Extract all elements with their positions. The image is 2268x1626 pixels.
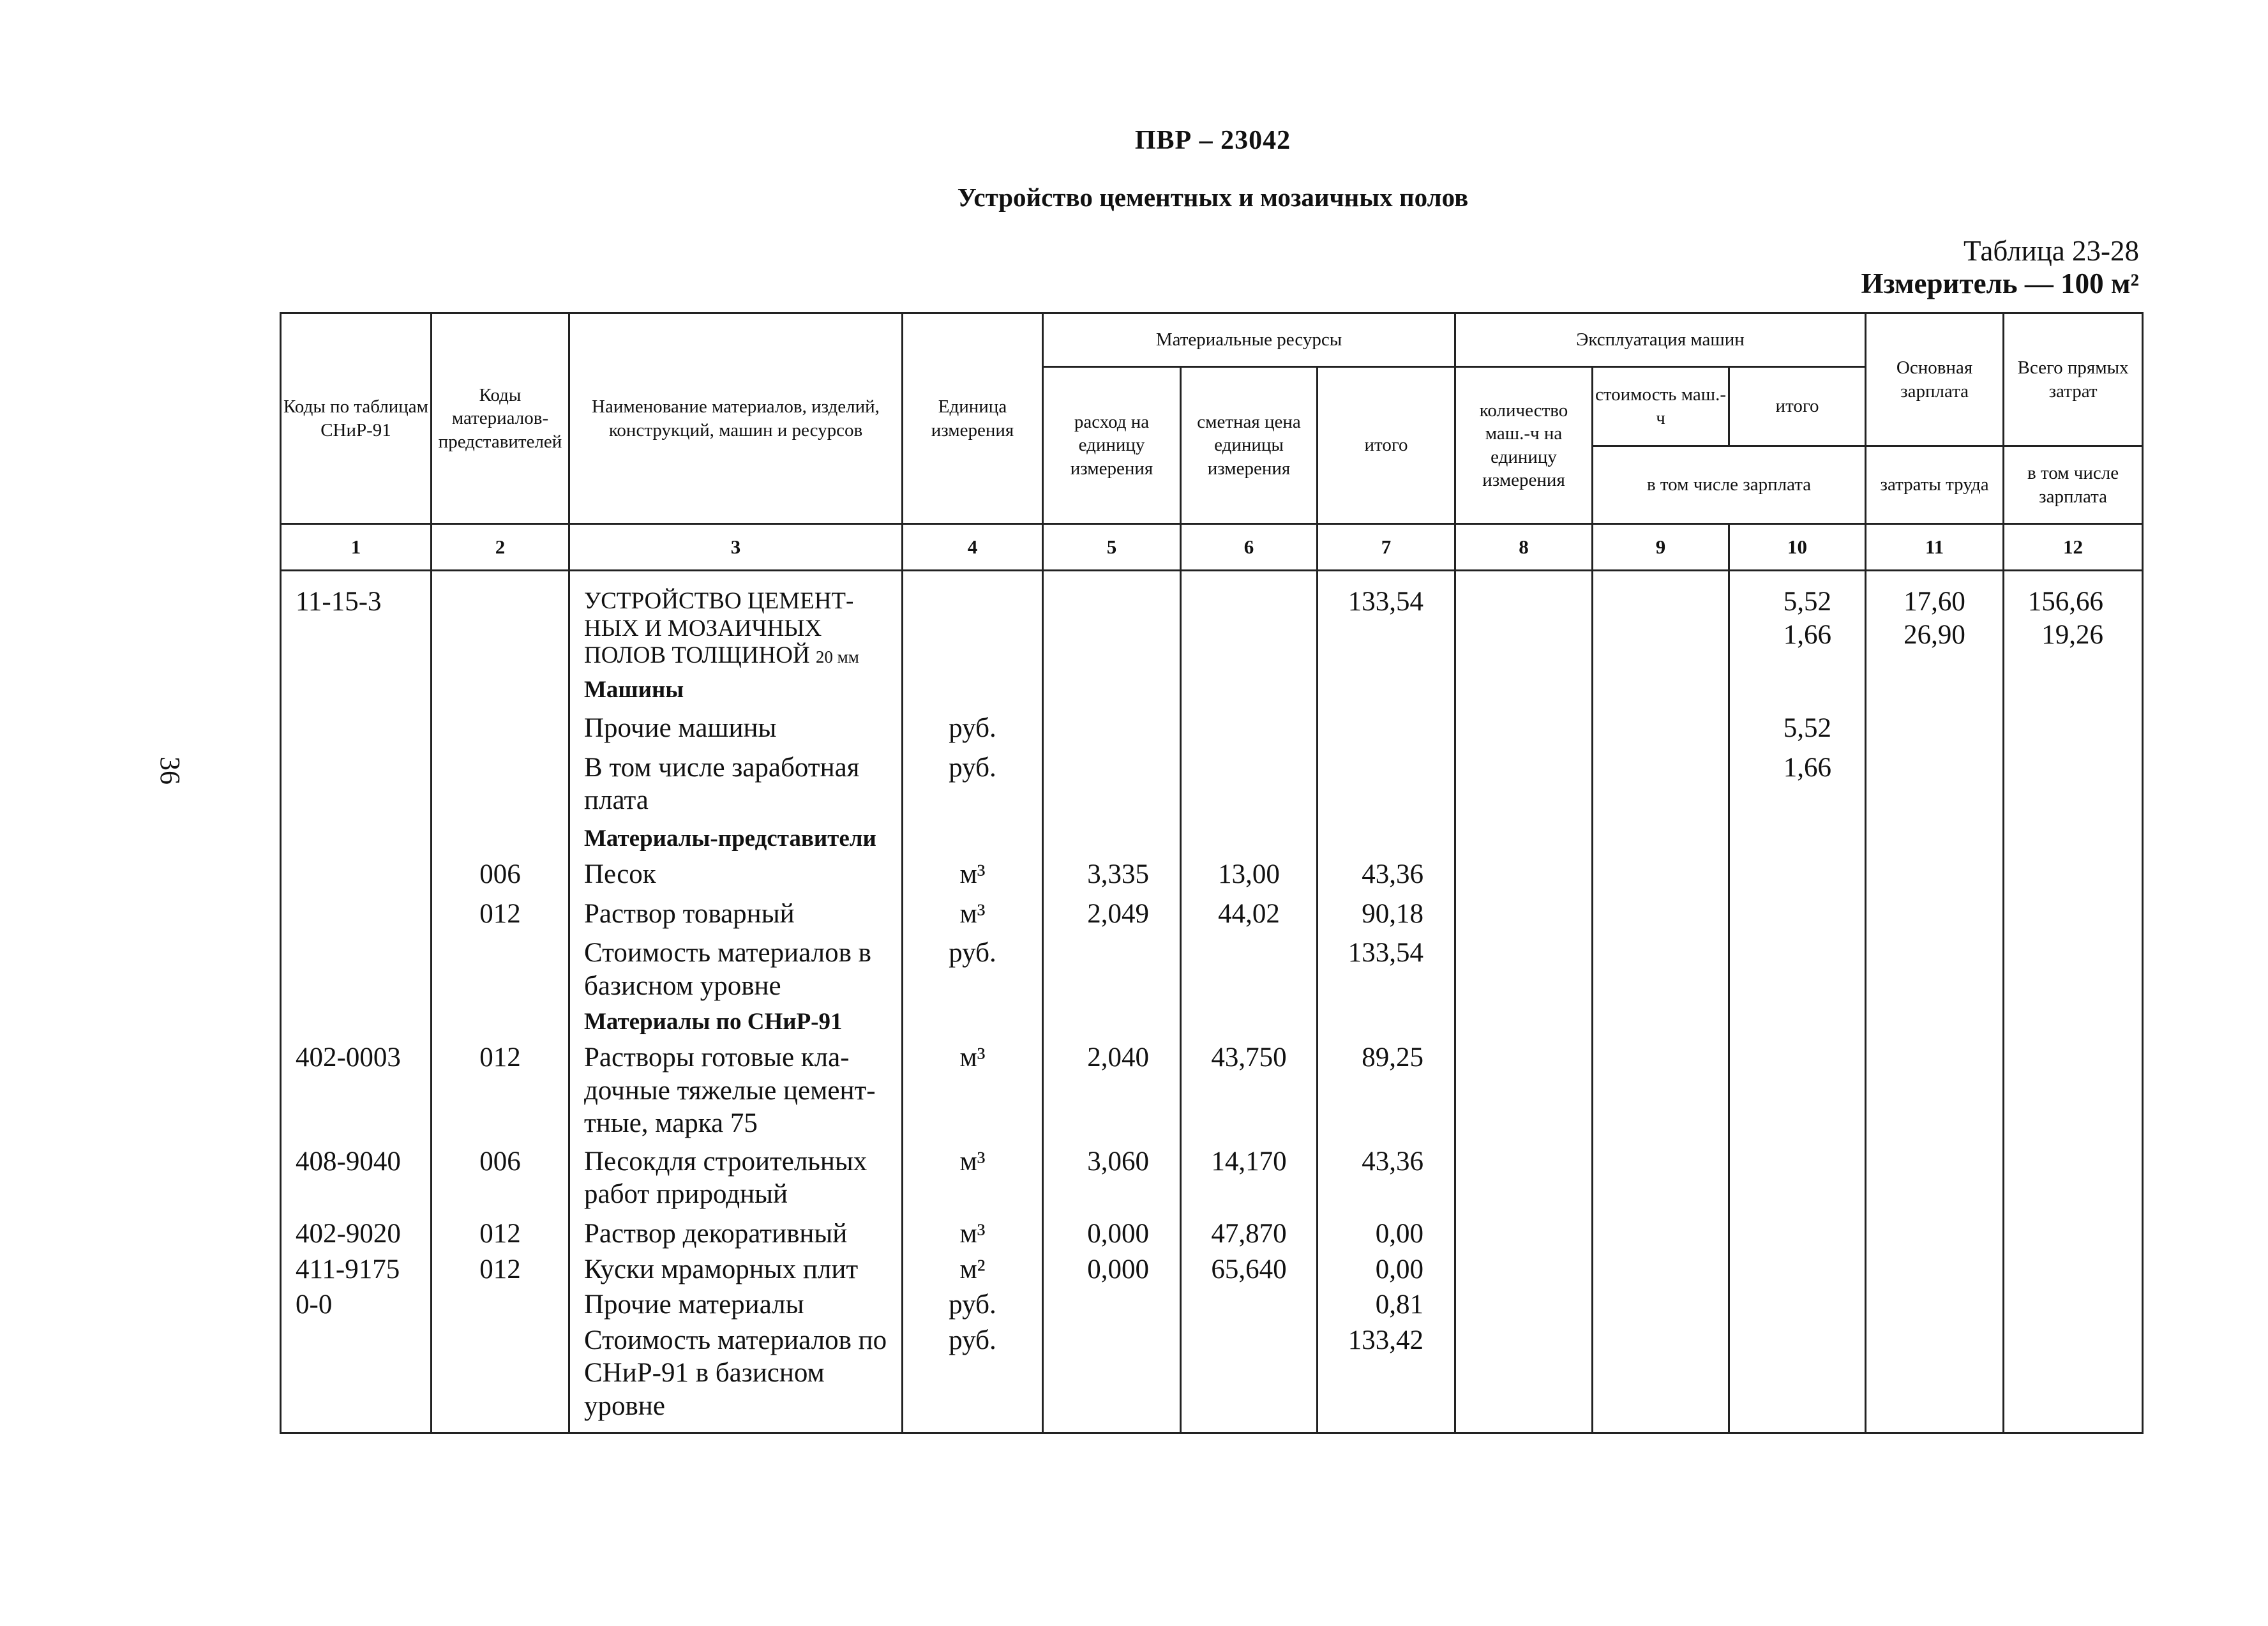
cell-unit: м²	[903, 1251, 1043, 1286]
cell-name: Песокдля строительных работ природный	[569, 1140, 903, 1211]
col-number: 10	[1729, 524, 1866, 571]
table-row	[281, 1036, 2143, 1140]
col-number: 4	[903, 524, 1043, 571]
col-number: 3	[569, 524, 903, 571]
col-head-8: количество маш.-ч на единицу измерения	[1455, 367, 1593, 524]
cell-name: Раствор декоративный	[569, 1211, 903, 1251]
table-row	[281, 571, 2143, 670]
table-row	[281, 1321, 2143, 1433]
cell-c6: 44,02	[1181, 891, 1318, 931]
cell-name: Стоимость материалов по СНиР-91 в базисном уровне	[569, 1321, 903, 1433]
cell-code: 402-0003	[281, 1036, 432, 1140]
cell-name: Прочие материалы	[569, 1286, 903, 1321]
cell-c5: 2,049	[1043, 891, 1181, 931]
cell-code: 0-0	[281, 1286, 432, 1321]
cell-name: Раствор товарный	[569, 891, 903, 931]
cell-name: Прочие машины	[569, 704, 903, 745]
section-representatives: Материалы-представители	[569, 817, 903, 853]
col-number: 9	[1593, 524, 1729, 571]
section-row	[281, 1003, 2143, 1036]
cell-unit: руб.	[903, 1286, 1043, 1321]
cell-unit: руб.	[903, 1321, 1043, 1433]
col-head-9-10-sub: в том числе зарплата	[1593, 446, 1866, 524]
cell-unit: м³	[903, 1036, 1043, 1140]
cell-c5: 2,040	[1043, 1036, 1181, 1140]
cell-c7: 0,00	[1318, 1211, 1455, 1251]
col-number: 1	[281, 524, 432, 571]
cell-code2: 006	[432, 853, 569, 891]
cell-c7: 133,54	[1318, 571, 1455, 670]
cell-code: 411-9175	[281, 1251, 432, 1286]
col-head-9: стоимость маш.-ч	[1593, 367, 1729, 446]
section-row	[281, 670, 2143, 704]
document-subtitle: Устройство цементных и мозаичных полов	[957, 183, 1469, 212]
page-number: 36	[154, 757, 186, 785]
cell-unit: руб.	[903, 930, 1043, 1002]
cell-c10: 1,66	[1729, 745, 1866, 817]
cell-name: УСТРОЙСТВО ЦЕМЕНТ-НЫХ И МОЗАИЧНЫХ ПОЛОВ ТОЛЩИНОЙ 20 мм	[569, 571, 903, 670]
cell-c5: 3,060	[1043, 1140, 1181, 1211]
col-head-12-sub: в том числе зарплата	[2004, 446, 2143, 524]
cell-c7: 0,81	[1318, 1286, 1455, 1321]
document-title: ПВР – 23042	[1134, 126, 1291, 155]
col-number: 2	[432, 524, 569, 571]
cell-c12: 156,66 19,26	[2004, 571, 2143, 670]
cell-c6: 65,640	[1181, 1251, 1318, 1286]
col-head-2: Коды материалов-представителей	[432, 313, 569, 524]
cell-unit: руб.	[903, 745, 1043, 817]
cell-code: 402-9020	[281, 1211, 432, 1251]
col-number: 6	[1181, 524, 1318, 571]
cell-c6: 47,870	[1181, 1211, 1318, 1251]
cell-c6: 14,170	[1181, 1140, 1318, 1211]
table-row	[281, 930, 2143, 1002]
cell-code2: 012	[432, 1036, 569, 1140]
col-head-11: Основная зарплата	[1866, 313, 2004, 446]
col-head-5: расход на единицу измерения	[1043, 367, 1181, 524]
cell-code: 408-9040	[281, 1140, 432, 1211]
table-row	[281, 704, 2143, 745]
cell-unit: м³	[903, 1140, 1043, 1211]
cell-code2: 012	[432, 891, 569, 931]
cell-c7: 133,42	[1318, 1321, 1455, 1433]
table-label: Таблица 23-28	[1964, 235, 2139, 267]
cell-unit: м³	[903, 891, 1043, 931]
col-head-12: Всего прямых затрат	[2004, 313, 2143, 446]
cell-c10: 5,52	[1729, 704, 1866, 745]
col-head-7: итого	[1318, 367, 1455, 524]
cell-c6: 43,750	[1181, 1036, 1318, 1140]
cell-c5: 0,000	[1043, 1251, 1181, 1286]
section-row	[281, 817, 2143, 853]
cell-c7: 43,36	[1318, 1140, 1455, 1211]
col-head-10: итого	[1729, 367, 1866, 446]
cell-c7: 43,36	[1318, 853, 1455, 891]
table-row	[281, 1140, 2143, 1211]
table-measure: Измеритель — 100 м²	[1861, 267, 2139, 299]
cell-name: Песок	[569, 853, 903, 891]
col-head-4: Единица измерения	[903, 313, 1043, 524]
cell-unit: м³	[903, 1211, 1043, 1251]
col-head-1: Коды по таблицам СНиР-91	[281, 313, 432, 524]
resource-table	[280, 312, 2144, 1434]
cell-code: 11-15-3	[281, 571, 432, 670]
col-number: 5	[1043, 524, 1181, 571]
table-row	[281, 1286, 2143, 1321]
cell-c7: 0,00	[1318, 1251, 1455, 1286]
cell-c7: 133,54	[1318, 930, 1455, 1002]
cell-code2: 006	[432, 1140, 569, 1211]
cell-c7: 90,18	[1318, 891, 1455, 931]
section-snip: Материалы по СНиР-91	[569, 1003, 903, 1036]
col-number: 11	[1866, 524, 2004, 571]
cell-c11: 17,60 26,90	[1866, 571, 2004, 670]
table-row	[281, 1211, 2143, 1251]
cell-c10: 5,52 1,66	[1729, 571, 1866, 670]
col-group-machines: Эксплуатация машин	[1455, 313, 1866, 367]
cell-unit: руб.	[903, 704, 1043, 745]
cell-c7: 89,25	[1318, 1036, 1455, 1140]
col-head-3: Наименование материалов, изделий, конструкций, машин и ресурсов	[569, 313, 903, 524]
col-number: 8	[1455, 524, 1593, 571]
col-group-materials: Материальные ресурсы	[1043, 313, 1455, 367]
col-number: 7	[1318, 524, 1455, 571]
cell-code2: 012	[432, 1211, 569, 1251]
cell-c6: 13,00	[1181, 853, 1318, 891]
cell-name: Стоимость материалов в базисном уровне	[569, 930, 903, 1002]
table-row	[281, 745, 2143, 817]
col-number: 12	[2004, 524, 2143, 571]
cell-c5: 3,335	[1043, 853, 1181, 891]
table-row	[281, 853, 2143, 891]
col-head-11-sub: затраты труда	[1866, 446, 2004, 524]
table-row	[281, 891, 2143, 931]
table-row	[281, 1251, 2143, 1286]
cell-name: Растворы готовые кла-дочные тяжелые цемент-тные, марка 75	[569, 1036, 903, 1140]
cell-unit: м³	[903, 853, 1043, 891]
section-machines: Машины	[569, 670, 903, 704]
cell-name: В том числе заработная плата	[569, 745, 903, 817]
col-head-6: сметная цена единицы измерения	[1181, 367, 1318, 524]
cell-code2: 012	[432, 1251, 569, 1286]
cell-c5: 0,000	[1043, 1211, 1181, 1251]
cell-name: Куски мраморных плит	[569, 1251, 903, 1286]
